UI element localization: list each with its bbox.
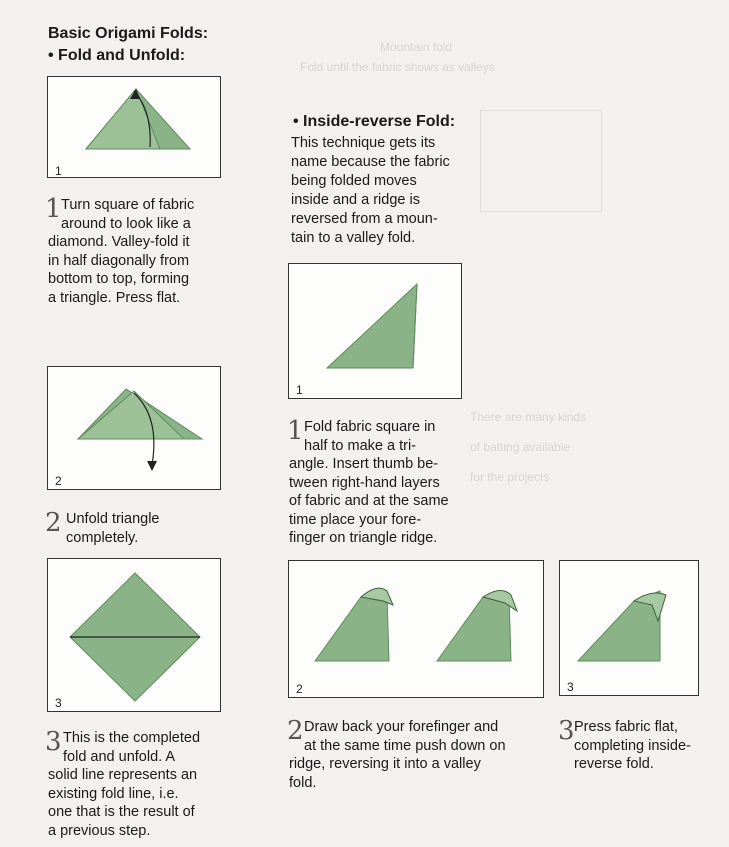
text-line: tain to a valley fold. <box>291 230 416 246</box>
text-line: solid line represents an <box>48 767 198 783</box>
text-line: inside and a ridge is <box>291 192 420 208</box>
text-line: of fabric and at the same <box>289 493 449 509</box>
text-line: around to look like a <box>61 215 191 232</box>
diagram-panel-reverse-2 <box>288 560 544 698</box>
text-line: being folded moves <box>291 173 417 189</box>
text-line: completely. <box>66 529 139 546</box>
step-text-reverse-2 <box>289 718 549 792</box>
reverse-fold-progress-illustration <box>289 561 545 699</box>
text-line: ridge, reversing it into a valley <box>289 756 481 772</box>
completed-reverse-fold-illustration <box>560 561 700 697</box>
text-line: diamond. Valley-fold it <box>48 234 190 250</box>
section-heading-inside-reverse: • Inside-reverse Fold: <box>293 113 456 130</box>
step-number: 1 <box>287 416 304 446</box>
text-line: Unfold triangle <box>66 511 160 527</box>
text-line: Press fabric flat, <box>574 719 678 735</box>
diagram-panel-fold-3 <box>47 558 221 712</box>
diagram-panel-reverse-1 <box>288 263 462 399</box>
panel-number: 2 <box>296 682 303 696</box>
bleed-through-text: Mountain fold <box>380 40 453 54</box>
text-line: existing fold line, i.e. <box>48 785 179 802</box>
text-line: half to make a tri- <box>304 437 417 454</box>
text-line: name because the fabric <box>291 154 450 170</box>
section-subtitle: • Fold and Unfold: <box>48 47 186 64</box>
diagram-panel-reverse-3 <box>559 560 699 696</box>
unfold-triangle-illustration <box>48 367 222 491</box>
text-line: one that is the result of <box>48 804 195 820</box>
bleed-through-text: of batting available <box>470 440 571 454</box>
text-line: a triangle. Press flat. <box>48 289 181 306</box>
panel-number: 3 <box>55 696 62 710</box>
text-line: fold and unfold. A <box>63 748 176 765</box>
text-line: fold. <box>289 774 317 791</box>
panel-number: 1 <box>296 383 303 397</box>
right-triangle-illustration <box>289 264 463 400</box>
step-number: 3 <box>45 727 62 757</box>
text-line: time place your fore- <box>289 511 422 528</box>
diagram-panel-fold-2 <box>47 366 221 490</box>
text-line: at the same time push down on <box>304 737 506 754</box>
triangle-fold-illustration <box>48 77 222 179</box>
text-line: Draw back your forefinger and <box>304 719 499 735</box>
step-number: 2 <box>287 716 304 746</box>
text-line: in half diagonally from <box>48 252 190 269</box>
bleed-through-text: Fold until the fabric shows as valleys <box>300 60 495 74</box>
text-line: reversed from a moun- <box>291 211 438 227</box>
step-text-reverse-1 <box>289 418 489 548</box>
text-line: completing inside- <box>574 737 691 754</box>
text-line: angle. Insert thumb be- <box>289 456 439 472</box>
step-text-1 <box>48 196 233 307</box>
step-number: 3 <box>558 716 575 746</box>
page-title: Basic Origami Folds: <box>48 25 209 42</box>
text-line: This is the completed <box>63 730 201 746</box>
text-line: bottom to top, forming <box>48 271 190 287</box>
text-line: a previous step. <box>48 822 151 839</box>
panel-number: 3 <box>567 680 574 694</box>
step-text-3 <box>48 729 233 840</box>
panel-number: 2 <box>55 474 62 488</box>
diamond-fold-line-illustration <box>48 559 222 713</box>
bleed-through-box <box>480 110 602 212</box>
text-line: This technique gets its <box>291 135 436 151</box>
text-line: Turn square of fabric <box>61 197 195 213</box>
text-line: reverse fold. <box>574 756 654 772</box>
step-number: 1 <box>45 194 62 224</box>
bleed-through-text: There are many kinds <box>470 410 587 424</box>
bleed-through-text: for the projects <box>470 470 550 484</box>
panel-number: 1 <box>55 164 62 178</box>
diagram-panel-fold-1 <box>47 76 221 178</box>
inside-reverse-intro <box>291 134 491 248</box>
text-line: finger on triangle ridge. <box>289 530 438 546</box>
step-text-reverse-3 <box>574 718 724 774</box>
step-number: 2 <box>45 508 62 538</box>
text-line: Fold fabric square in <box>304 419 436 435</box>
step-text-2 <box>66 510 226 547</box>
text-line: tween right-hand layers <box>289 474 440 491</box>
